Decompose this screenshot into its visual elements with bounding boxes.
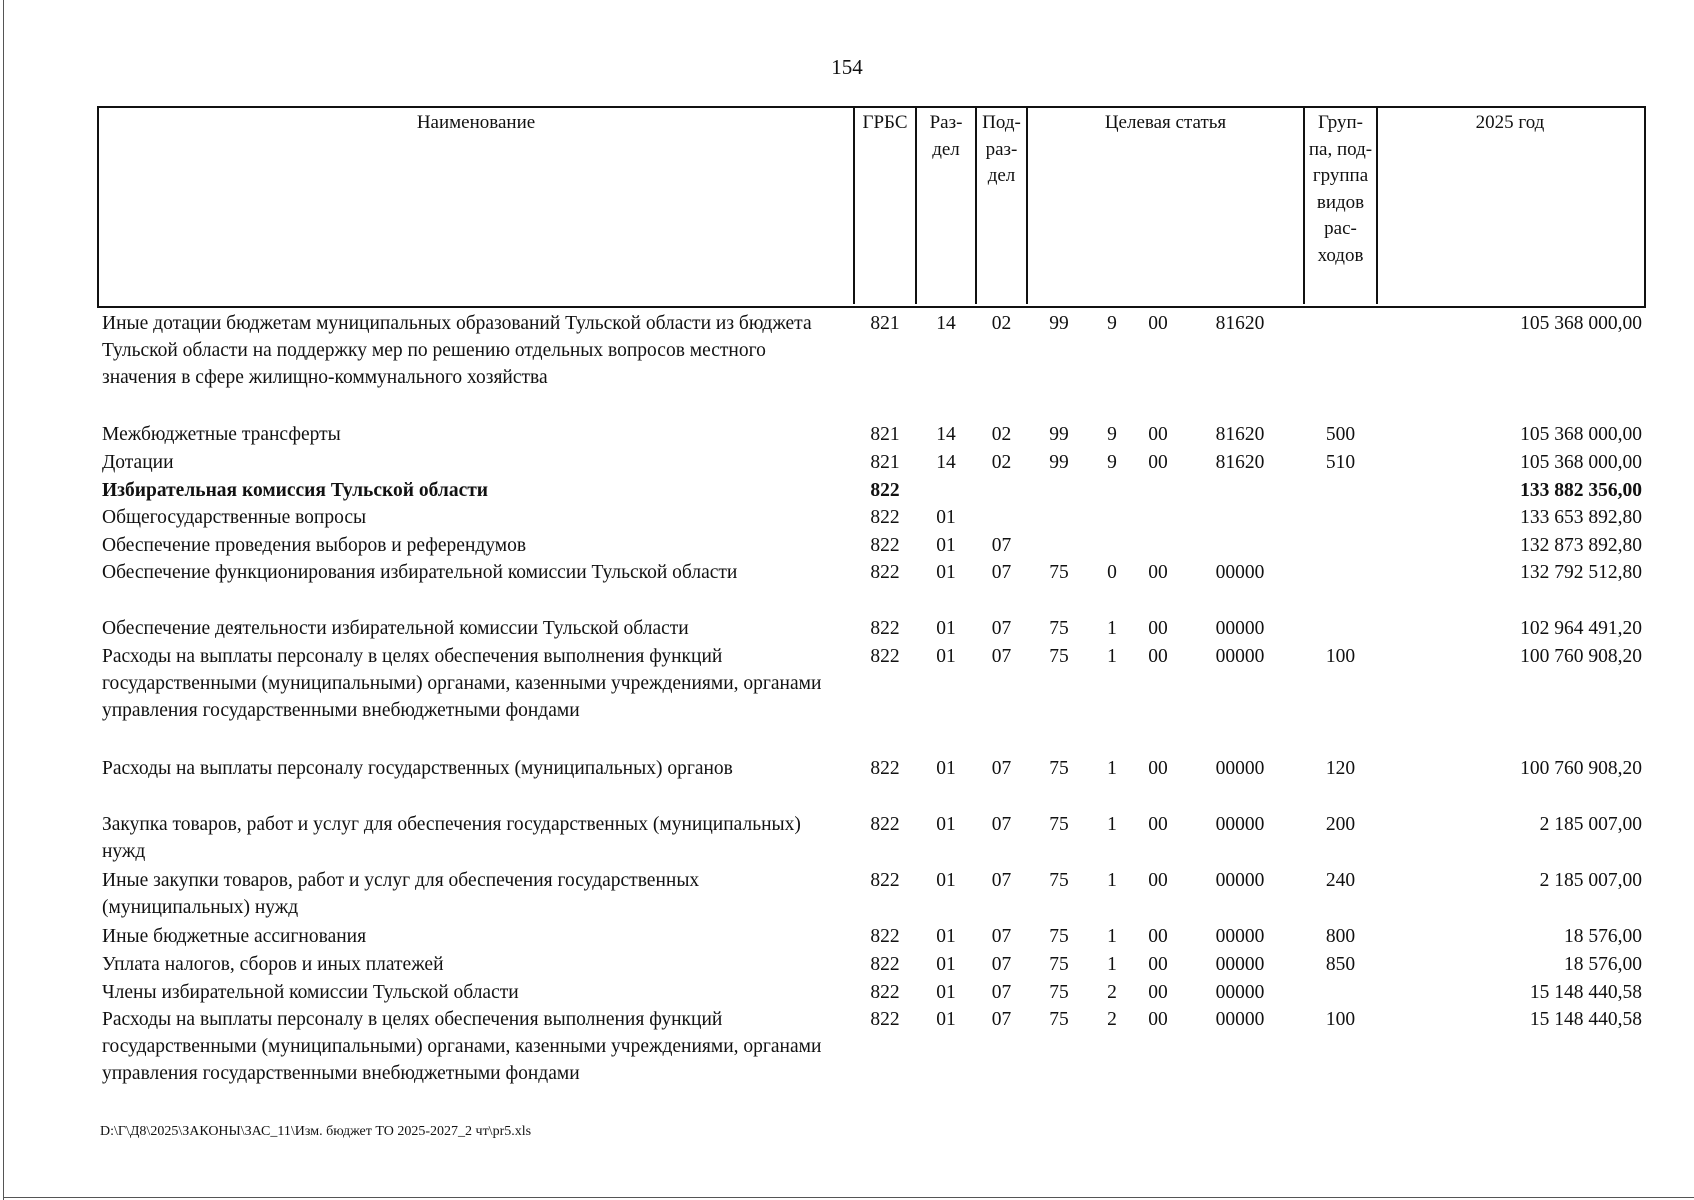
target-element-cell: 00	[1148, 758, 1168, 779]
target-subprogram-cell: 9	[1107, 452, 1117, 473]
target-subprogram-cell: 1	[1107, 646, 1117, 667]
razdel-cell: 14	[936, 452, 956, 473]
expense-group-cell: 100	[1325, 1009, 1356, 1030]
header-group	[1305, 110, 1376, 269]
grbs-cell: 822	[870, 758, 900, 779]
header-line: видов	[1316, 191, 1365, 213]
target-direction-cell: 00000	[1215, 1009, 1265, 1030]
target-program-cell: 75	[1049, 870, 1069, 891]
amount-cell: 2 185 007,00	[1539, 870, 1642, 891]
target-subprogram-cell: 2	[1107, 982, 1117, 1003]
amount-cell: 15 148 440,58	[1529, 982, 1642, 1003]
amount-cell: 100 760 908,20	[1520, 646, 1642, 667]
header-line: дел	[932, 138, 960, 160]
expense-group-cell: 200	[1325, 814, 1356, 835]
header-line: па, под-	[1308, 138, 1373, 160]
amount-cell: 133 882 356,00	[1520, 480, 1642, 501]
grbs-cell: 822	[870, 535, 900, 556]
row-name: Дотации	[102, 452, 174, 473]
header-line: группа	[1312, 165, 1369, 186]
target-element-cell: 00	[1148, 870, 1168, 891]
target-element-cell: 00	[1148, 954, 1168, 975]
target-program-cell: 75	[1049, 1009, 1069, 1030]
header-line: ходов	[1317, 244, 1364, 266]
podrazdel-cell: 07	[991, 954, 1012, 975]
razdel-cell: 01	[936, 507, 956, 528]
grbs-cell: 822	[870, 926, 900, 947]
page-border-left	[3, 0, 4, 1200]
podrazdel-cell: 07	[991, 646, 1012, 667]
target-element-cell: 00	[1148, 562, 1168, 583]
header-razdel	[917, 110, 975, 163]
target-element-cell: 00	[1148, 646, 1168, 667]
razdel-cell: 01	[936, 535, 956, 556]
target-subprogram-cell: 1	[1107, 618, 1117, 639]
podrazdel-cell: 07	[991, 1009, 1012, 1030]
target-program-cell: 75	[1049, 982, 1069, 1003]
target-subprogram-cell: 0	[1107, 562, 1117, 583]
target-direction-cell: 00000	[1215, 758, 1265, 779]
razdel-cell: 01	[936, 562, 956, 583]
amount-cell: 133 653 892,80	[1520, 507, 1642, 528]
razdel-cell: 01	[936, 982, 956, 1003]
header-target: Целевая статья	[1104, 112, 1227, 133]
target-direction-cell: 00000	[1215, 982, 1265, 1003]
row-name: Расходы на выплаты персоналу в целях обеспечения выполнения функций государственными (муниципальными) органами, казенными учреждениями, органами управления государственными внебюджетными фондами	[102, 646, 822, 721]
razdel-cell: 01	[936, 758, 956, 779]
header-name: Наименование	[416, 112, 536, 133]
header-line: дел	[987, 165, 1016, 186]
grbs-cell: 822	[870, 1009, 900, 1030]
podrazdel-cell: 07	[991, 758, 1012, 779]
target-direction-cell: 00000	[1215, 954, 1265, 975]
row-name: Обеспечение деятельности избирательной комиссии Тульской области	[102, 618, 689, 639]
expense-group-cell: 120	[1325, 758, 1356, 779]
grbs-cell: 822	[870, 870, 900, 891]
podrazdel-cell: 07	[991, 618, 1012, 639]
amount-cell: 132 873 892,80	[1520, 535, 1642, 556]
target-direction-cell: 00000	[1215, 562, 1265, 583]
target-subprogram-cell: 9	[1107, 313, 1117, 334]
row-name: Закупка товаров, работ и услуг для обеспечения государственных (муниципальных) нужд	[102, 814, 801, 862]
expense-group-cell: 850	[1325, 954, 1356, 975]
page-border-bottom	[3, 1197, 1694, 1198]
target-direction-cell: 00000	[1215, 926, 1265, 947]
target-element-cell: 00	[1148, 814, 1168, 835]
podrazdel-cell: 07	[991, 982, 1012, 1003]
target-program-cell: 75	[1049, 758, 1069, 779]
target-element-cell: 00	[1148, 313, 1168, 334]
target-element-cell: 00	[1148, 1009, 1168, 1030]
amount-cell: 105 368 000,00	[1520, 424, 1642, 445]
target-direction-cell: 00000	[1215, 870, 1265, 891]
razdel-cell: 01	[936, 954, 956, 975]
header-line: Груп-	[1317, 112, 1364, 133]
target-direction-cell: 00000	[1215, 814, 1265, 835]
target-element-cell: 00	[1148, 982, 1168, 1003]
row-name: Избирательная комиссия Тульской области	[102, 480, 489, 501]
amount-cell: 105 368 000,00	[1520, 452, 1642, 473]
podrazdel-cell: 02	[991, 452, 1012, 473]
target-program-cell: 75	[1049, 618, 1069, 639]
grbs-cell: 822	[870, 480, 900, 501]
target-subprogram-cell: 1	[1107, 954, 1117, 975]
podrazdel-cell: 07	[991, 870, 1012, 891]
row-name: Общегосударственные вопросы	[102, 507, 367, 528]
target-subprogram-cell: 1	[1107, 870, 1117, 891]
row-name: Уплата налогов, сборов и иных платежей	[102, 954, 444, 975]
expense-group-cell: 100	[1325, 646, 1356, 667]
amount-cell: 18 576,00	[1564, 954, 1642, 975]
grbs-cell: 822	[870, 814, 900, 835]
expense-group-cell: 500	[1325, 424, 1356, 445]
target-program-cell: 99	[1049, 452, 1069, 473]
grbs-cell: 822	[870, 982, 900, 1003]
row-name: Расходы на выплаты персоналу в целях обеспечения выполнения функций государственными (муниципальными) органами, казенными учреждениями, органами управления государственными внебюджетными фондами	[102, 1009, 822, 1084]
grbs-cell: 822	[870, 646, 900, 667]
header-grbs: ГРБС	[862, 112, 908, 133]
podrazdel-cell: 02	[991, 424, 1012, 445]
row-name: Обеспечение функционирования избирательной комиссии Тульской области	[102, 562, 738, 583]
target-direction-cell: 81620	[1215, 424, 1265, 445]
expense-group-cell: 510	[1325, 452, 1356, 473]
header-podrazdel	[977, 110, 1026, 190]
expense-group-cell: 800	[1325, 926, 1356, 947]
target-direction-cell: 81620	[1215, 313, 1265, 334]
header-line: Раз-	[929, 112, 963, 133]
amount-cell: 15 148 440,58	[1529, 1009, 1642, 1030]
expense-group-cell: 240	[1325, 870, 1356, 891]
podrazdel-cell: 07	[991, 535, 1012, 556]
header-line: раз-	[985, 138, 1018, 160]
grbs-cell: 822	[870, 618, 900, 639]
target-element-cell: 00	[1148, 424, 1168, 445]
amount-cell: 132 792 512,80	[1520, 562, 1642, 583]
header-line: рас-	[1324, 218, 1357, 239]
razdel-cell: 01	[936, 870, 956, 891]
razdel-cell: 01	[936, 646, 956, 667]
target-program-cell: 75	[1049, 926, 1069, 947]
target-subprogram-cell: 1	[1107, 758, 1117, 779]
row-name: Иные закупки товаров, работ и услуг для обеспечения государственных (муниципальных) нужд	[102, 870, 700, 918]
target-program-cell: 99	[1049, 313, 1069, 334]
target-direction-cell: 00000	[1215, 618, 1265, 639]
target-subprogram-cell: 9	[1107, 424, 1117, 445]
podrazdel-cell: 02	[991, 313, 1012, 334]
row-name: Иные дотации бюджетам муниципальных образований Тульской области из бюджета Тульской области на поддержку мер по решению отдельных вопросов местного значения в сфере жилищно-коммунального хозяйства	[102, 313, 812, 388]
target-subprogram-cell: 2	[1107, 1009, 1117, 1030]
amount-cell: 18 576,00	[1564, 926, 1642, 947]
target-direction-cell: 81620	[1215, 452, 1265, 473]
grbs-cell: 821	[870, 452, 900, 473]
razdel-cell: 01	[936, 618, 956, 639]
target-subprogram-cell: 1	[1107, 926, 1117, 947]
razdel-cell: 01	[936, 814, 956, 835]
razdel-cell: 14	[936, 424, 956, 445]
row-name: Межбюджетные трансферты	[102, 424, 341, 445]
grbs-cell: 821	[870, 313, 900, 334]
razdel-cell: 14	[936, 313, 956, 334]
target-direction-cell: 00000	[1215, 646, 1265, 667]
row-name: Члены избирательной комиссии Тульской области	[102, 982, 519, 1003]
razdel-cell: 01	[936, 1009, 956, 1030]
target-element-cell: 00	[1148, 926, 1168, 947]
footer-file-path: D:\Г\Д8\2025\ЗАКОНЫ\ЗАС_11\Изм. бюджет ТО 2025-2027_2 чт\pr5.xls	[100, 1124, 532, 1139]
grbs-cell: 822	[870, 954, 900, 975]
target-element-cell: 00	[1148, 452, 1168, 473]
amount-cell: 102 964 491,20	[1520, 618, 1642, 639]
target-program-cell: 75	[1049, 646, 1069, 667]
amount-cell: 2 185 007,00	[1539, 814, 1642, 835]
row-name: Иные бюджетные ассигнования	[102, 926, 367, 947]
grbs-cell: 821	[870, 424, 900, 445]
target-program-cell: 75	[1049, 954, 1069, 975]
amount-cell: 100 760 908,20	[1520, 758, 1642, 779]
grbs-cell: 822	[870, 507, 900, 528]
podrazdel-cell: 07	[991, 562, 1012, 583]
podrazdel-cell: 07	[991, 814, 1012, 835]
target-program-cell: 75	[1049, 814, 1069, 835]
grbs-cell: 822	[870, 562, 900, 583]
podrazdel-cell: 07	[991, 926, 1012, 947]
page-number: 154	[831, 55, 863, 79]
target-subprogram-cell: 1	[1107, 814, 1117, 835]
header-year: 2025 год	[1475, 112, 1545, 133]
header-line: Под-	[982, 112, 1021, 133]
target-program-cell: 75	[1049, 562, 1069, 583]
target-program-cell: 99	[1049, 424, 1069, 445]
amount-cell: 105 368 000,00	[1520, 313, 1642, 334]
row-name: Обеспечение проведения выборов и референдумов	[102, 535, 527, 556]
razdel-cell: 01	[936, 926, 956, 947]
target-element-cell: 00	[1148, 618, 1168, 639]
row-name: Расходы на выплаты персоналу государственных (муниципальных) органов	[102, 758, 733, 779]
